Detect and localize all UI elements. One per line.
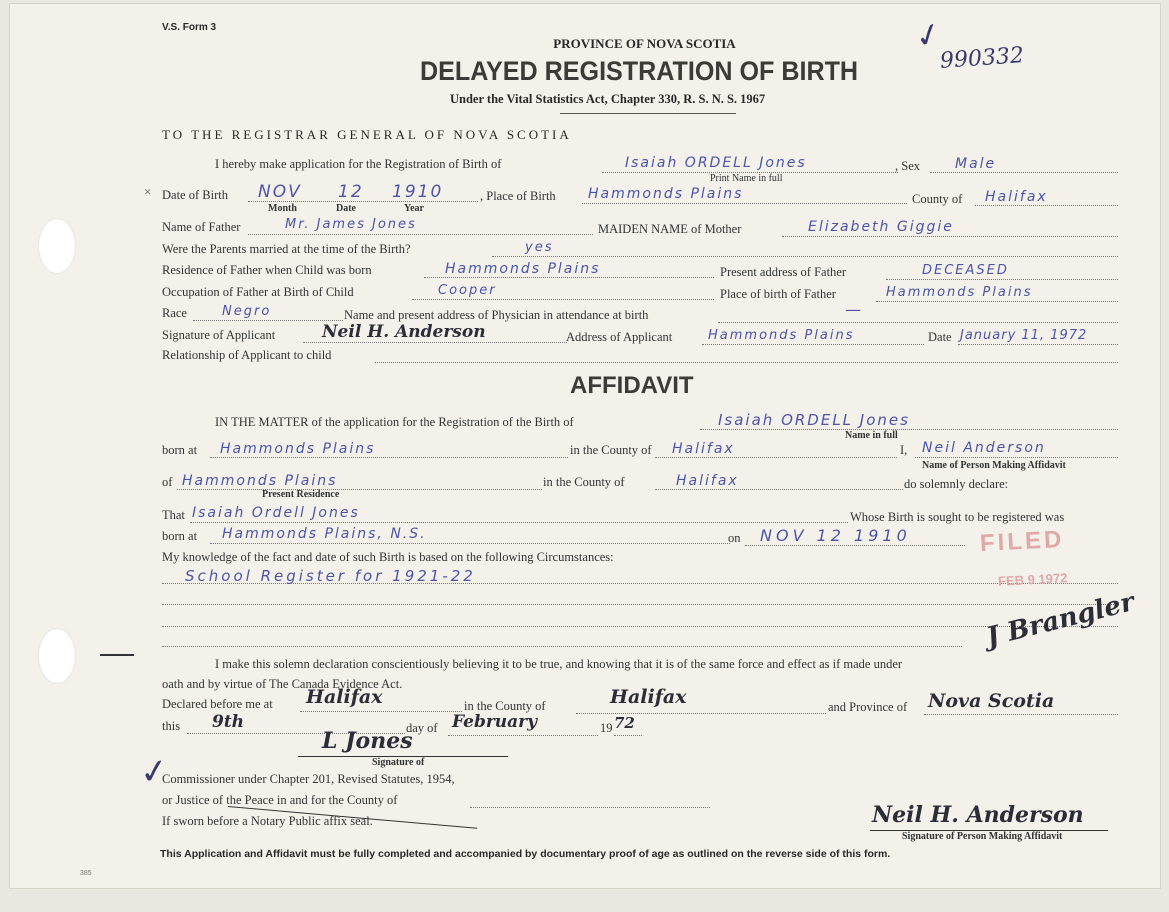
- act-subtitle: Under the Vital Statistics Act, Chapter 330, R. S. N. S. 1967: [450, 92, 766, 106]
- day-value: 9th: [212, 712, 245, 732]
- check-mark-icon: ✓: [910, 13, 947, 57]
- i-label: I,: [900, 443, 908, 457]
- on-label: on: [728, 531, 741, 545]
- father-value: Mr. James Jones: [285, 217, 417, 232]
- residence-father-label: Residence of Father when Child was born: [162, 263, 372, 277]
- applicant-address-value: Hammonds Plains: [708, 328, 855, 343]
- born-at-label: born at: [162, 443, 198, 457]
- title-rule: [560, 113, 736, 114]
- whose-birth-text: Whose Birth is sought to be registered was: [850, 510, 1065, 524]
- affiant-signature-caption: Signature of Person Making Affidavit: [902, 831, 1063, 842]
- commissioner-signature: L Jones: [322, 728, 413, 754]
- father-pob-value: Hammonds Plains: [886, 285, 1033, 300]
- born-at2-label: born at: [162, 529, 198, 543]
- footer-instructions: This Application and Affidavit must be fully completed and accompanied by documentary proof of age as outlined on the reverse side of this form.: [160, 848, 891, 860]
- relationship-label: Relationship of Applicant to child: [162, 348, 332, 362]
- date-caption: Date: [336, 203, 356, 214]
- date-label: Date: [928, 330, 952, 344]
- this-label: this: [162, 719, 181, 733]
- born-at-value: Hammonds Plains: [220, 441, 376, 457]
- margin-dash: [100, 654, 134, 656]
- year-caption: Year: [404, 203, 424, 214]
- present-residence-caption: Present Residence: [262, 489, 340, 500]
- father-label: Name of Father: [162, 220, 241, 234]
- dob-label: Date of Birth: [162, 188, 228, 202]
- sex-value: Male: [955, 156, 997, 172]
- applicant-signature: Neil H. Anderson: [322, 322, 486, 342]
- occupation-label: Occupation of Father at Birth of Child: [162, 285, 354, 299]
- race-label: Race: [162, 306, 187, 320]
- county3-value: Halifax: [610, 686, 687, 708]
- of-label: of: [162, 475, 173, 489]
- day-of-label: day of: [406, 721, 438, 735]
- print-name-caption: Print Name in full: [710, 173, 783, 184]
- notary-text: If sworn before a Notary Public affix seal.: [162, 814, 373, 828]
- affiant-signature: Neil H. Anderson: [872, 802, 1084, 828]
- pob-value: Hammonds Plains: [588, 186, 744, 202]
- matter-text: IN THE MATTER of the application for the Registration of the Birth of: [215, 415, 574, 429]
- application-intro: I hereby make application for the Registration of Birth of: [215, 157, 502, 171]
- present-father-label: Present address of Father: [720, 265, 847, 279]
- pob-label: , Place of Birth: [480, 189, 556, 203]
- applicant-address-label: Address of Applicant: [566, 330, 673, 344]
- applicant-signature-label: Signature of Applicant: [162, 328, 276, 342]
- race-value: Negro: [222, 304, 272, 319]
- month-caption: Month: [268, 203, 297, 214]
- declared-before-label: Declared before me at: [162, 697, 273, 711]
- corner-code: 385: [80, 870, 92, 877]
- sex-label: , Sex: [895, 159, 920, 173]
- child-name-value: Isaiah ORDELL Jones: [625, 155, 807, 171]
- province-heading: PROVINCE OF NOVA SCOTIA: [553, 36, 736, 51]
- county3-label: in the County of: [464, 699, 546, 713]
- affidavit-child-name: Isaiah ORDELL Jones: [718, 411, 910, 429]
- punch-hole-bottom: [38, 628, 76, 684]
- filed-stamp: FILED: [979, 525, 1065, 558]
- physician-label: Name and present address of Physician in attendance at birth: [344, 308, 649, 322]
- commissioner-check-icon: ✓: [137, 752, 172, 793]
- dob-date-value: 12: [338, 182, 364, 202]
- father-pob-label: Place of birth of Father: [720, 287, 836, 301]
- mother-value: Elizabeth Giggie: [808, 219, 954, 235]
- registrar-initials: J Brangler: [983, 587, 1138, 653]
- solemnly-declare-text: do solemnly declare:: [904, 477, 1009, 491]
- affidavit-title: AFFIDAVIT: [570, 372, 694, 399]
- name-in-full-caption: Name in full: [845, 430, 898, 441]
- solemn-declaration-line2: oath and by virtue of The Canada Evidence Act.: [162, 677, 403, 691]
- in-county-label: in the County of: [570, 443, 652, 457]
- dob-year-value: 1910: [392, 182, 444, 202]
- solemn-declaration-line1: I make this solemn declaration conscientiously believing it to be true, and knowing that it is of the same force and effect as if made under: [215, 657, 903, 671]
- declared-at-value: Halifax: [306, 686, 383, 708]
- that-name-value: Isaiah Ordell Jones: [192, 505, 360, 521]
- present-father-value: DECEASED: [922, 263, 1009, 278]
- application-date-value: January 11, 1972: [960, 328, 1088, 343]
- form-title: DELAYED REGISTRATION OF BIRTH: [420, 56, 859, 86]
- born-on-value: NOV 12 1910: [760, 526, 911, 545]
- born-at2-value: Hammonds Plains, N.S.: [222, 526, 427, 542]
- year-prefix: 19: [600, 721, 613, 735]
- residence-value: Hammonds Plains: [182, 473, 338, 489]
- knowledge-text: My knowledge of the fact and date of such Birth is based on the following Circumstances:: [162, 550, 614, 564]
- married-value: yes: [525, 240, 554, 255]
- affidavit-county-value: Halifax: [672, 441, 735, 457]
- that-label: That: [162, 508, 185, 522]
- punch-hole-top: [38, 218, 76, 274]
- physician-value: —: [845, 300, 863, 319]
- signature-of-caption: Signature of: [372, 757, 425, 768]
- affiant-caption: Name of Person Making Affidavit: [922, 460, 1066, 471]
- residence-father-value: Hammonds Plains: [445, 261, 601, 277]
- filed-stamp-date: FEB 9 1972: [997, 570, 1068, 589]
- affiant-name-value: Neil Anderson: [922, 440, 1046, 456]
- occupation-value: Cooper: [438, 283, 497, 298]
- cross-mark-icon: ×: [144, 184, 152, 199]
- province-label: and Province of: [828, 700, 908, 714]
- county-label: County of: [912, 192, 963, 206]
- registration-number: 990332: [939, 43, 1025, 74]
- married-label: Were the Parents married at the time of the Birth?: [162, 242, 411, 256]
- mother-label: MAIDEN NAME of Mother: [598, 222, 742, 236]
- province-value: Nova Scotia: [928, 690, 1055, 712]
- county-value: Halifax: [985, 189, 1048, 205]
- affidavit-county2-value: Halifax: [676, 473, 739, 489]
- month-value: February: [452, 712, 538, 732]
- commissioner-text: Commissioner under Chapter 201, Revised Statutes, 1954,: [162, 772, 455, 786]
- registrar-heading: TO THE REGISTRAR GENERAL OF NOVA SCOTIA: [162, 127, 572, 142]
- form-id: V.S. Form 3: [162, 22, 217, 33]
- justice-text: or Justice of the Peace in and for the County of: [162, 793, 398, 807]
- in-county-label-2: in the County of: [543, 475, 625, 489]
- dob-month-value: NOV: [258, 182, 302, 202]
- circumstance-value: School Register for 1921-22: [185, 567, 476, 585]
- year-suffix-value: 72: [614, 714, 635, 732]
